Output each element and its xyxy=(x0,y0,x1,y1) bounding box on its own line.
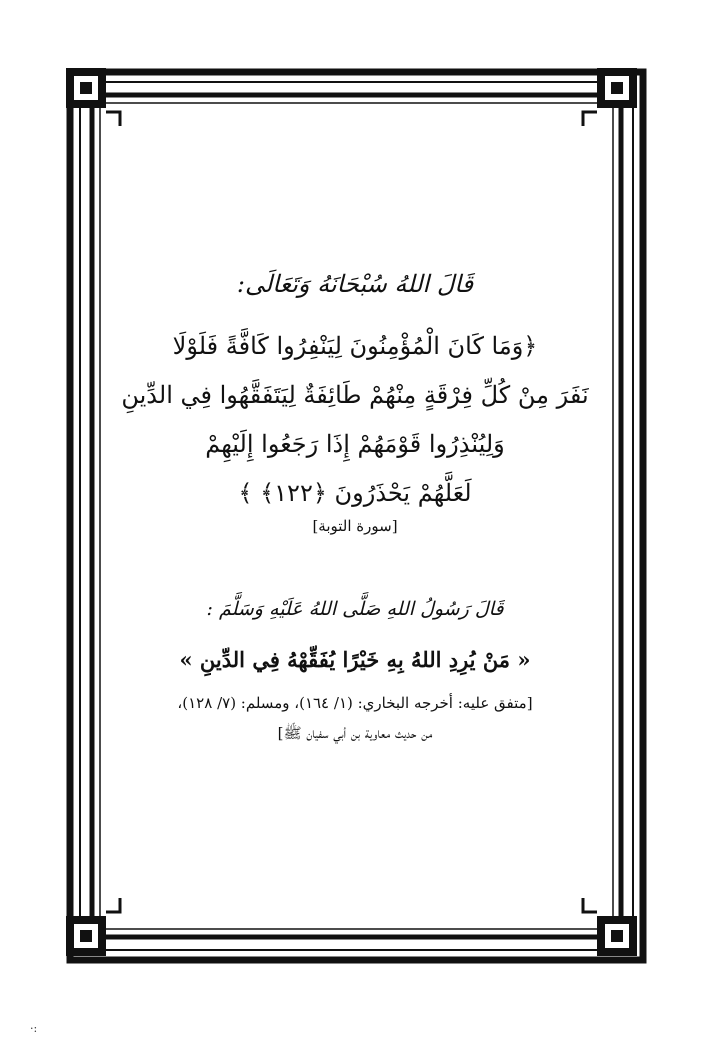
source-line: من حديث معاوية بن أبي سفيان ﷺ] xyxy=(277,724,433,742)
stray-mark: ·: xyxy=(30,1022,38,1035)
hadith-intro: قَالَ رَسُولُ اللهِ صَلَّى اللهُ عَلَيْهِ وَسَلَّمَ : xyxy=(206,598,504,620)
verse-line: وَلِيُنْذِرُوا قَوْمَهُمْ إِذَا رَجَعُوا إِلَيْهِمْ xyxy=(205,430,505,458)
verse-line: لَعَلَّهُمْ يَحْذَرُونَ ﴿١٢٢﴾ ﴾ xyxy=(238,479,472,507)
hadith-text: « مَنْ يُرِدِ اللهُ بِهِ خَيْرًا يُفَقِّهْهُ فِي الدِّينِ » xyxy=(179,647,531,672)
quran-intro: قَالَ اللهُ سُبْحَانَهُ وَتَعَالَى: xyxy=(236,270,474,298)
surah-reference: [سورة التوبة] xyxy=(312,517,398,535)
source-line: [متفق عليه: أخرجه البخاري: (١/ ١٦٤)، ومسلم: (٧/ ١٢٨)، xyxy=(177,694,533,712)
hadith-source xyxy=(120,688,590,748)
verse-line: نَفَرَ مِنْ كُلِّ فِرْقَةٍ مِنْهُمْ طَائِفَةٌ لِيَتَفَقَّهُوا فِي الدِّينِ xyxy=(121,381,589,409)
quran-verse xyxy=(120,322,590,518)
verse-line: ﴿وَمَا كَانَ الْمُؤْمِنُونَ لِيَنْفِرُوا كَافَّةً فَلَوْلَا xyxy=(172,332,538,360)
